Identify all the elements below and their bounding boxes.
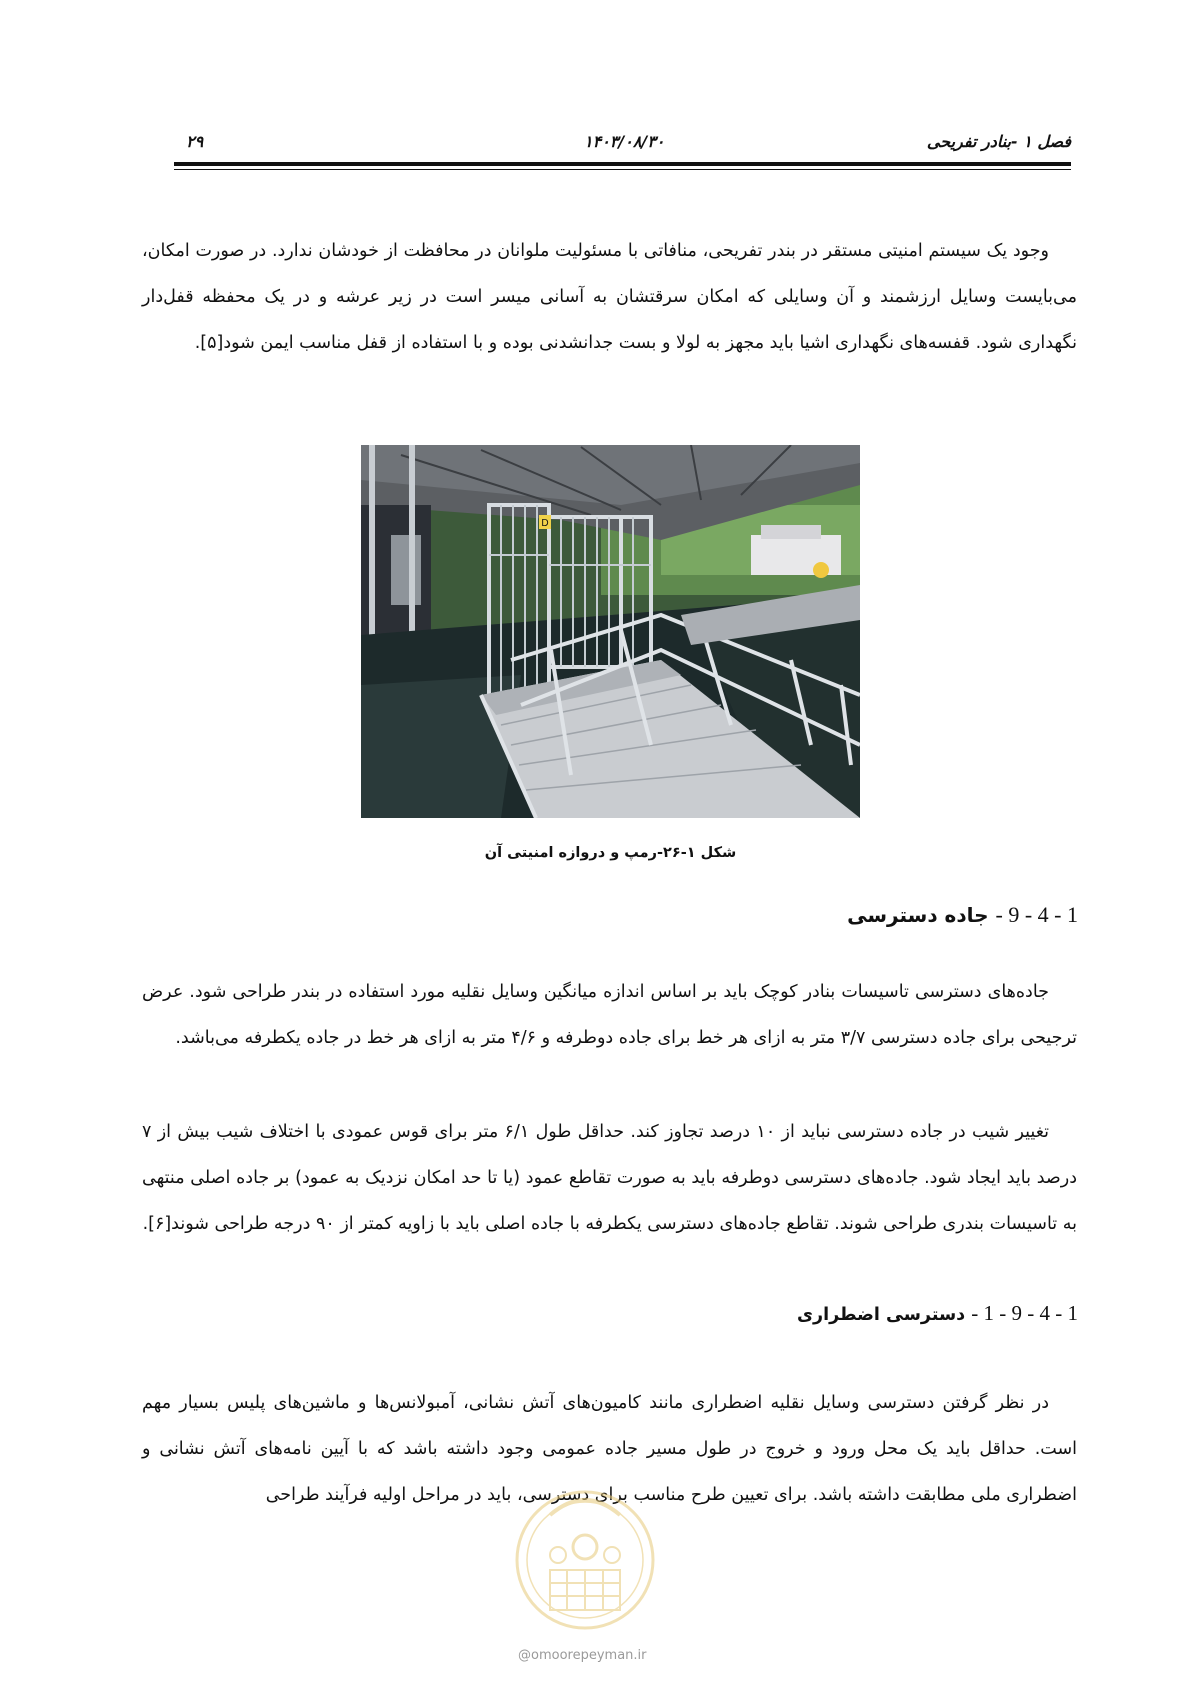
section-number: 1 - 4 - 9 - xyxy=(995,902,1078,927)
emergency-access-paragraph-text: در نظر گرفتن دسترسی وسایل نقلیه اضطراری مانند کامیون‌های آتش نشانی، آمبولانس‌ها و ماشین‌های پلیس بسیار مهم است. حداقل باید یک محل ورود و خروج در طول مسیر جاده عمومی وجود داشته باشد که با آیین نامه‌های آتش نشانی و اضطراری ملی مطابقت داشته باشد. برای تعیین طرح مناسب برای دسترسی، باید در مراحل اولیه فرآیند طراحی xyxy=(142,1392,1077,1505)
access-road-paragraph-1 xyxy=(142,969,1077,1061)
subsection-heading xyxy=(797,1301,1078,1326)
access-road-paragraph-1-text: جاده‌های دسترسی تاسیسات بنادر کوچک باید بر اساس اندازه میانگین وسایل نقلیه مورد استفاده در بندر طراحی شود. عرض ترجیحی برای جاده دسترسی ۳/۷ متر به ازای هر خط برای جاده دوطرفه و ۴/۶ متر به ازای هر خط در جاده یکطرفه می‌باشد. xyxy=(142,981,1077,1048)
header-rule-thin xyxy=(174,169,1071,170)
intro-paragraph xyxy=(142,228,1077,366)
section-title: جاده دسترسی xyxy=(847,903,989,927)
watermark-logo xyxy=(510,1475,660,1635)
subsection-title: دسترسی اضطراری xyxy=(796,1305,966,1325)
figure-caption: شکل ۱-۲۶-رمپ و دروازه امنیتی آن xyxy=(484,845,737,861)
access-road-paragraph-2 xyxy=(142,1109,1077,1247)
section-heading xyxy=(847,902,1078,928)
page-header xyxy=(174,128,1071,162)
watermark-site: @omoorepeyman.ir xyxy=(518,1648,647,1663)
header-rule-thick xyxy=(174,162,1071,166)
gate-sign-letter: D xyxy=(541,518,549,529)
page-number: ۲۹ xyxy=(186,132,204,151)
ramp-gate-photo xyxy=(361,445,860,818)
header-date: ۱۴۰۳/۰۸/۳۰ xyxy=(584,132,665,151)
access-road-paragraph-2-text: تغییر شیب در جاده دسترسی نباید از ۱۰ درصد تجاوز کند. حداقل طول ۶/۱ متر برای قوس عمودی با اختلاف شیب بیش از ۷ درصد باید ایجاد شود. جاده‌های دسترسی دوطرفه باید به صورت تقاطع عمود (یا تا حد امکان نزدیک به عمود) بر جاده اصلی منتهی به تاسیسات بندری طراحی شوند. تقاطع جاده‌های دسترسی یکطرفه با جاده اصلی باید با زاویه کمتر از ۹۰ درجه طراحی شوند[۶]. xyxy=(142,1121,1077,1234)
intro-paragraph-text: وجود یک سیستم امنیتی مستقر در بندر تفریحی، منافاتی با مسئولیت ملوانان در محافظت از خودشان ندارد. در صورت امکان، می‌بایست وسایل ارزشمند و آن وسایلی که امکان سرقتشان به آسانی میسر است در زیر عرشه و در یک محفظه قفل‌دار نگهداری شود. قفسه‌های نگهداری اشیا باید مجهز به لولا و بست جدانشدنی بوده و با استفاده از قفل مناسب ایمن شود[۵]. xyxy=(142,240,1077,353)
subsection-number: 1 - 4 - 9 - 1 - xyxy=(971,1301,1078,1325)
chapter-title: فصل ۱ -بنادر تفریحی xyxy=(926,132,1071,151)
